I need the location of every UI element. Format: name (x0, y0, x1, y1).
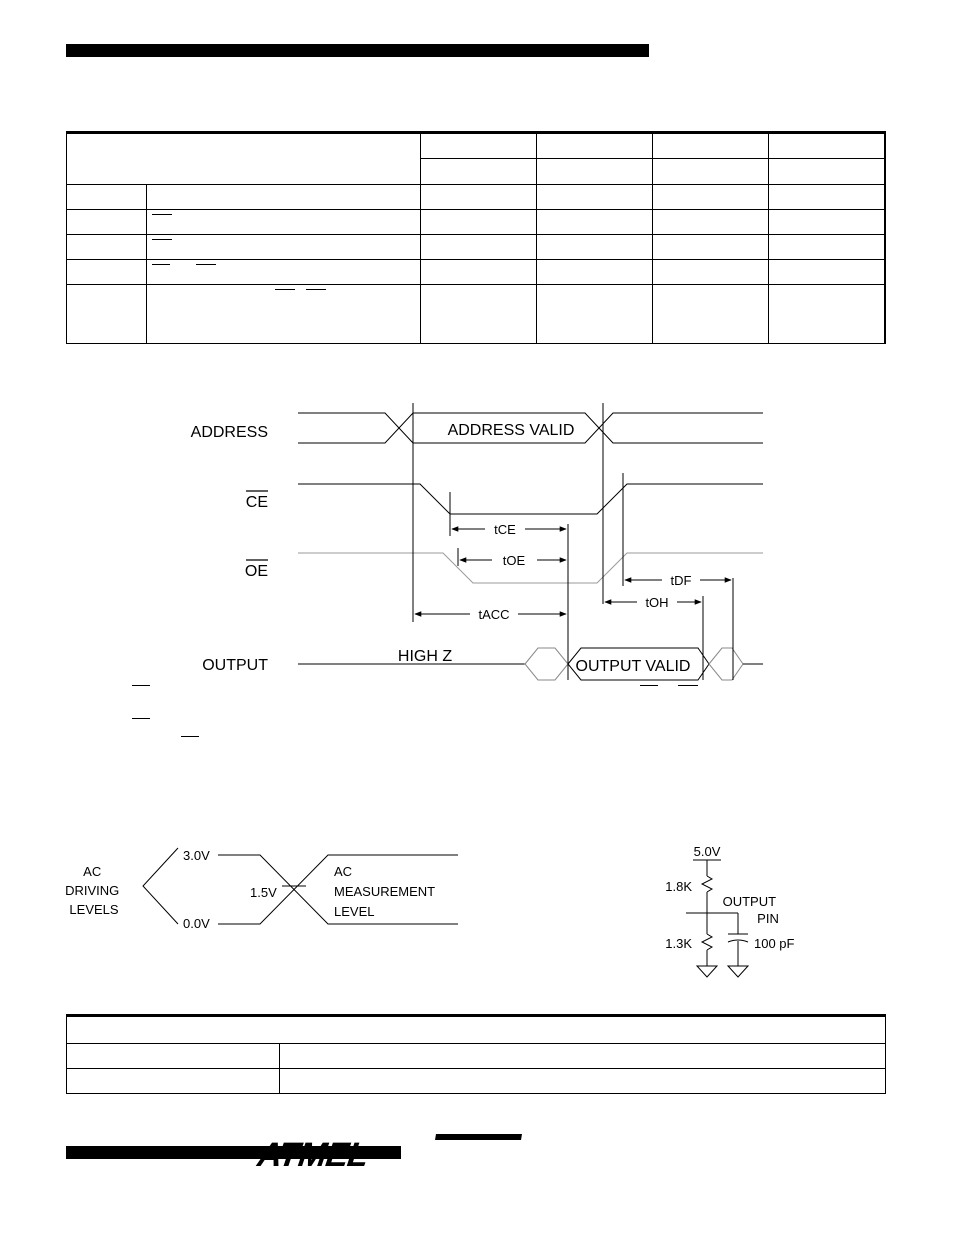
v-mid-label: 1.5V (250, 885, 277, 900)
ac-driving-label: AC DRIVING LEVELS (65, 864, 120, 917)
toe-label: tOE (502, 553, 526, 568)
high-z-label: HIGH Z (397, 648, 453, 665)
address-label: ADDRESS (190, 424, 268, 441)
vcc-label: 5.0V (693, 844, 721, 859)
v-low-label: 0.0V (183, 916, 210, 931)
pin-label: OUTPUT PIN (722, 894, 779, 926)
tacc-label: tACC (478, 607, 510, 622)
address-valid-label: ADDRESS VALID (447, 422, 575, 439)
r1-label: 1.8K (665, 879, 692, 894)
v-high-label: 3.0V (183, 848, 210, 863)
output-valid-label: OUTPUT VALID (575, 658, 691, 675)
ce-label: CE (245, 494, 268, 511)
r2-label: 1.3K (665, 936, 692, 951)
toh-label: tOH (645, 595, 669, 610)
cap-label: 100 pF (754, 936, 795, 951)
output-label: OUTPUT (202, 657, 268, 674)
ac-measurement-label: AC MEASUREMENT LEVEL (334, 864, 435, 919)
tce-label: tCE (494, 522, 516, 537)
logo-mark (254, 1134, 522, 1174)
tdf-label: tDF (670, 573, 692, 588)
oe-label: OE (244, 563, 268, 580)
svg-text:ATMEL: ATMEL (255, 1136, 371, 1174)
